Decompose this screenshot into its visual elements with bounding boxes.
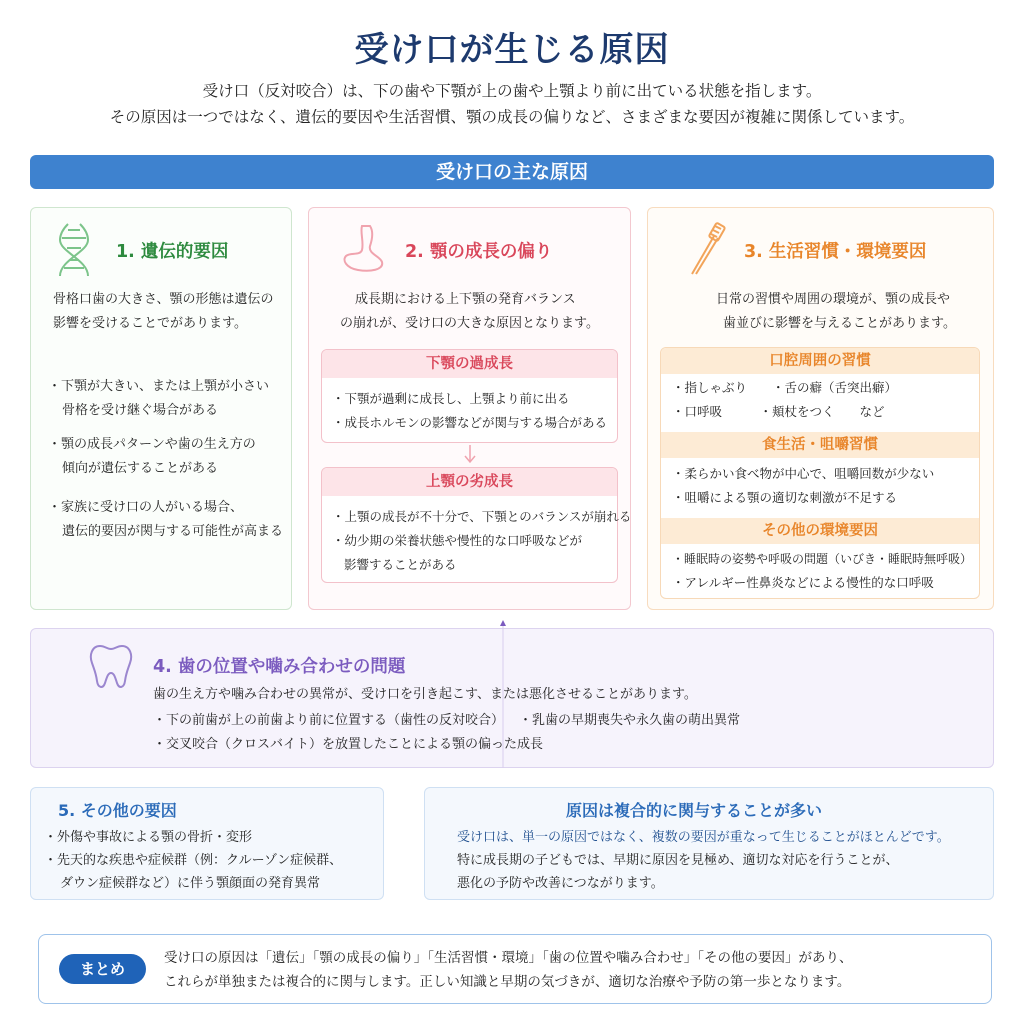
- cause-1-bullet-2: ・顎の成長パターンや歯の生え方の: [48, 437, 256, 452]
- sub-diet-title: 食生活・咀嚼習慣: [661, 432, 979, 458]
- sub-other-env-title: その他の環境要因: [661, 518, 979, 544]
- cause-1-title: 1. 遺伝的要因: [116, 242, 229, 262]
- cause-4-bullet-1: ・下の前歯が上の前歯より前に位置する（歯性の反対咬合）: [153, 713, 505, 728]
- sub-oral-habits-title: 口腔周囲の習慣: [661, 348, 979, 374]
- sub-oral-habits-row-2: ・口呼吸 ・頬杖をつく など: [672, 404, 885, 419]
- cause-4-bullet-3: ・交叉咬合（クロスバイト）を放置したことによる顎の偏った成長: [153, 737, 544, 752]
- complex-line-3: 悪化の予防や改善につながります。: [457, 876, 664, 891]
- sub-other-env-bullet-1: ・睡眠時の姿勢や呼吸の問題（いびき・睡眠時無呼吸）: [672, 552, 973, 566]
- complex-line-2: 特に成長期の子どもでは、早期に原因を見極め、適切な対応を行うことが、: [457, 853, 899, 868]
- page-title: 受け口が生じる原因: [354, 30, 670, 70]
- sub-other-env-bullet-2: ・アレルギー性鼻炎などによる慢性的な口呼吸: [672, 575, 934, 590]
- toothbrush-icon: [688, 222, 728, 276]
- sub-diet-bullet-1: ・柔らかい食べ物が中心で、咀嚼回数が少ない: [672, 466, 935, 481]
- sub-1-bullet-2: ・成長ホルモンの影響などが関与する場合がある: [332, 415, 608, 430]
- cause-4-desc: 歯の生え方や噛み合わせの異常が、受け口を引き起こす、または悪化させることがあります。: [153, 687, 697, 702]
- arrow-down-icon: [463, 445, 477, 465]
- summary-line-2: これらが単独または複合的に関与します。正しい知識と早期の気づきが、適切な治療や予防の第一歩となります。: [164, 974, 851, 990]
- tooth-icon: [88, 643, 134, 691]
- intro-line-1: 受け口（反対咬合）は、下の歯や下顎が上の歯や上顎より前に出ている状態を指します。: [202, 82, 822, 100]
- complex-title: 原因は複合的に関与することが多い: [566, 801, 823, 820]
- cause-1-bullet-3-cont: 遺伝的要因が関与する可能性が高まる: [62, 524, 284, 539]
- cause-4-bullet-2: ・乳歯の早期喪失や永久歯の萌出異常: [519, 713, 741, 728]
- cause-2-title: 2. 顎の成長の偏り: [405, 242, 553, 262]
- cause-2-desc-1: 成長期における上下顎の発育バランス: [355, 292, 576, 307]
- cause-1-desc-2: 影響を受けることでがあります。: [53, 316, 247, 331]
- cause-1-bullet-2-cont: 傾向が遺伝することがある: [62, 461, 219, 476]
- complex-line-1: 受け口は、単一の原因ではなく、複数の要因が重なって生じることがほとんどです。: [457, 830, 950, 845]
- cause-1-desc-1: 骨格口歯の大きさ、顎の形態は遺伝の: [53, 292, 274, 307]
- sub-box-mandible-overgrowth-title: 下顎の過成長: [322, 350, 617, 378]
- cause-1-bullet-1: ・下顎が大きい、または上顎が小さい: [48, 379, 270, 394]
- cause-4-title: 4. 歯の位置や噛み合わせの問題: [153, 657, 406, 677]
- cause-5-bullet-2: ・先天的な疾患や症候群（例：クルーゾン症候群、: [44, 853, 343, 868]
- sub-diet-bullet-2: ・咀嚼による顎の適切な刺激が不足する: [672, 490, 898, 505]
- sub-2-bullet-2-cont: 影響することがある: [344, 557, 457, 572]
- sub-1-bullet-1: ・下顎が過剰に成長し、上顎より前に出る: [332, 391, 570, 406]
- sub-2-bullet-1: ・上顎の成長が不十分で、下顎とのバランスが崩れる: [332, 509, 632, 524]
- summary-line-1: 受け口の原因は「遺伝」「顎の成長の偏り」「生活習慣・環境」「歯の位置や噛み合わせ」「その他の要因」があり、: [164, 950, 853, 966]
- cause-3-desc-1: 日常の習慣や周囲の環境が、顎の成長や: [716, 292, 951, 307]
- cause-1-bullet-3: ・家族に受け口の人がいる場合、: [48, 500, 244, 515]
- sub-oral-habits-row-1: ・指しゃぶり ・舌の癖（舌突出癖）: [672, 380, 898, 395]
- intro-line-2: その原因は一つではなく、遺伝的要因や生活習慣、顎の成長の偏りなど、さまざまな要因が複雑に関係しています。: [109, 108, 915, 126]
- sub-2-bullet-2: ・幼少期の栄養状態や慢性的な口呼吸などが: [332, 533, 583, 548]
- cause-2-desc-2: の崩れが、受け口の大きな原因となります。: [340, 316, 599, 331]
- jaw-icon: [340, 222, 390, 274]
- section-banner: 受け口の主な原因: [30, 155, 994, 189]
- cause-5-bullet-1: ・外傷や事故による顎の骨折・変形: [44, 830, 253, 845]
- summary-label: まとめ: [59, 954, 146, 984]
- cause-5-bullet-2-cont: ダウン症候群など）に伴う顎顔面の発育異常: [60, 876, 321, 891]
- cause-3-title: 3. 生活習慣・環境要因: [744, 242, 927, 262]
- sub-box-maxilla-undergrowth-title: 上顎の劣成長: [322, 468, 617, 496]
- dna-icon: [52, 222, 96, 278]
- cause-1-bullet-1-cont: 骨格を受け継ぐ場合がある: [62, 403, 219, 418]
- cause-5-title: 5. その他の要因: [58, 801, 177, 820]
- cause-3-desc-2: 歯並びに影響を与えることがあります。: [723, 316, 956, 331]
